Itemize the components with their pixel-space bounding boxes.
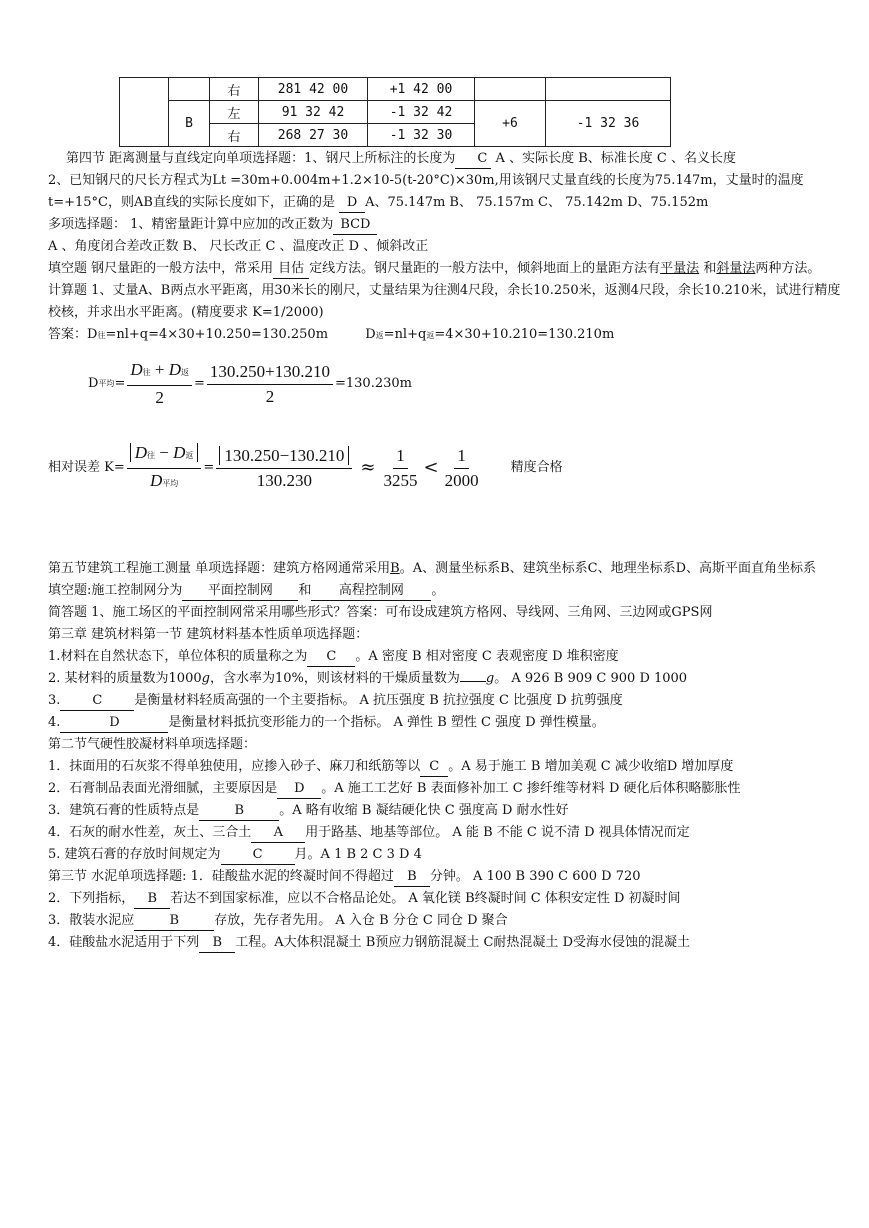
question-text: 1.材料在自然状态下，单位体积的质量称之为 xyxy=(48,649,308,664)
s3-q2 xyxy=(48,888,848,910)
options: 。A 施工工艺好 B 表面修补加工 C 掺纤维等材料 D 硬化后体积略膨胀性 xyxy=(321,781,741,796)
index-cell-empty xyxy=(475,78,546,101)
options: 用于路基、地基等部位。 A 能 B 不能 C 说不清 D 视具体情况而定 xyxy=(305,825,690,840)
s3-q1 xyxy=(48,866,848,888)
options: 工程。A大体积混凝土 B预应力钢筋混凝土 C耐热混凝土 D受海水侵蚀的混凝土 xyxy=(235,935,690,950)
s4-multi xyxy=(48,214,848,236)
subscript: 返 xyxy=(426,331,435,340)
s4-heading: 第四节 距离测量与直线定向单项选择题：1、钢尺上所标注的长度为 xyxy=(66,151,456,166)
options: 是衡量材料轻质高强的一个主要指标。 A 抗压强度 B 抗拉强度 C 比强度 D 抗剪强度 xyxy=(134,693,623,708)
diff-cell: -1 32 30 xyxy=(368,124,475,147)
ch3-q3 xyxy=(48,690,848,712)
question-text: 2. 某材料的质量数为1000 xyxy=(48,671,202,686)
fraction xyxy=(445,444,479,493)
denominator: 130.230 xyxy=(256,470,312,490)
face-cell: 左 xyxy=(210,101,259,124)
formula-label: 相对误差 K= xyxy=(48,460,125,475)
ch3-q1 xyxy=(48,646,848,668)
options: 分钟。 A 100 B 390 C 600 D 720 xyxy=(429,869,641,884)
s2-q2 xyxy=(48,778,848,800)
s3-q3 xyxy=(48,910,848,932)
options: 。A 易于施工 B 增加美观 C 减少收缩D 增加厚度 xyxy=(448,759,734,774)
options: 。A 密度 B 相对密度 C 表观密度 D 堆积密度 xyxy=(355,649,619,664)
fill-text: 填空题 钢尺量距的一般方法中，常采用 xyxy=(48,261,274,276)
fraction: $\frac{\text{D往 − D返}}{\text{D平均}}$ xyxy=(127,441,202,496)
question-text: 第五节建筑工程施工测量 单项选择题：建筑方格网通常采用 xyxy=(48,561,391,576)
fill-text: 填空题:施工控制网分为 xyxy=(48,583,183,598)
formula-label: D xyxy=(88,376,99,391)
question-text: 3．散装水泥应 xyxy=(48,913,135,928)
fraction: $\frac{\text{D往 + D返}}{2}$ xyxy=(127,358,192,410)
answer-blank: 平量法 xyxy=(660,261,700,276)
angle-cell: 268 27 30 xyxy=(259,124,368,147)
answer-blank: D xyxy=(339,194,365,213)
fraction xyxy=(216,444,352,493)
denominator: 2000 xyxy=(444,470,479,490)
s2-q4 xyxy=(48,822,848,844)
question-text: 5. 建筑石膏的存放时间规定为 xyxy=(48,847,221,862)
numerator: 130.250−130.210 xyxy=(219,446,349,465)
answer-blank: B xyxy=(134,912,214,931)
fill-text: 和 xyxy=(703,261,717,276)
unit: g xyxy=(201,671,210,686)
ch3-q4 xyxy=(48,712,848,734)
section-4 xyxy=(48,148,848,501)
question-text: 3. xyxy=(48,693,61,708)
var: D xyxy=(168,360,181,379)
observation-table xyxy=(119,77,671,147)
s2-q5 xyxy=(48,844,848,866)
question-text: 第三节 水泥单项选择题: 1．硅酸盐水泥的终凝时间不得超过 xyxy=(48,869,394,884)
section-5 xyxy=(48,558,848,954)
options: 若达不到国家标准，应以不合格品论处。 A 氧化镁 B终凝时间 C 体积安定性 D 初凝时间 xyxy=(170,891,681,906)
denominator: 3255 xyxy=(383,470,418,490)
answer-blank: 高程控制网 xyxy=(311,582,431,601)
fraction xyxy=(207,360,333,409)
answer-label: 答案：D xyxy=(48,327,98,342)
answer-blank: B xyxy=(390,561,400,576)
answer-blank: 目估 xyxy=(273,260,309,279)
denominator: 2 xyxy=(155,388,164,407)
answer-blank: 平面控制网 xyxy=(182,582,298,601)
answer-blank xyxy=(460,681,486,682)
subscript: 返 xyxy=(181,368,189,377)
question-text: 1．抹面用的石灰浆不得单独使用，应掺入砂子、麻刀和纸筋等以 xyxy=(48,759,421,774)
options: 存放，先存者先用。 A 入仓 B 分仓 C 同仓 D 聚合 xyxy=(214,913,508,928)
question-text: 4．硅酸盐水泥适用于下列 xyxy=(48,935,200,950)
s5-fill xyxy=(48,580,848,602)
var: D xyxy=(130,360,143,379)
var: D xyxy=(134,442,148,462)
ch3-q2 xyxy=(48,668,848,690)
diff-cell: +1 42 00 xyxy=(368,78,475,101)
answer-blank: A xyxy=(251,824,305,843)
question-text: 4．石灰的耐水性差，灰土、三合土 xyxy=(48,825,252,840)
formula-average: D 平均 = $\frac{\text{D往 + D返}}{2}$ = $\frac{130.250+130.210}{2}$ =130.230m xyxy=(48,351,848,417)
options: A、75.147m B、 75.157m C、 75.142m D、75.152m xyxy=(365,195,709,210)
question-text: 2、已知钢尺的尺长方程式为Lt =30m+0.004m+1.2×10-5(t-20°C)×30m,用该钢尺丈量直线的长度为75.147m，丈量时的温度 t=+15°C，则AB直线的实际长度如下，正确的是 xyxy=(48,173,804,210)
options: A 、实际长度 B、标准长度 C 、名义长度 xyxy=(495,151,736,166)
subscript: 往 xyxy=(147,450,156,460)
options: 。 A 926 B 909 C 900 D 1000 xyxy=(494,671,688,686)
angle-cell: 281 42 00 xyxy=(259,78,368,101)
var: D xyxy=(149,470,163,490)
s2-heading: 第二节气硬性胶凝材料单项选择题： xyxy=(48,737,257,752)
target-cell-empty xyxy=(169,78,210,101)
vertical-angle-cell: -1 32 36 xyxy=(546,101,671,147)
equation: =4×30+10.210=130.210m xyxy=(434,327,615,342)
target-cell: B xyxy=(169,101,210,147)
question-text: 4. xyxy=(48,715,61,730)
formula-result: =130.230m xyxy=(335,376,412,391)
options: 。A 略有收缩 B 凝结硬化快 C 强度高 D 耐水性好 xyxy=(279,803,569,818)
options: 。A、测量坐标系B、建筑坐标系C、地理坐标系D、高斯平面直角坐标系 xyxy=(399,561,817,576)
fill-text: 两种方法。 xyxy=(755,261,821,276)
fill-text: 和 xyxy=(298,583,312,598)
question-text: 多项选择题： 1、精密量距计算中应加的改正数为 xyxy=(48,217,334,232)
s5-q1 xyxy=(48,558,848,580)
numerator: 1 xyxy=(454,444,469,469)
formula-relative-error: 相对误差 K= $\frac{\text{D往 − D返}}{\text{D平均}}$ = $\frac{130.250-130.210}{130.230}$ ≈ $\frac{1}{3255}$ < $\frac{1}{2000}$ 精度合格 xyxy=(48,435,848,501)
equation: =nl+q=4×30+10.250=130.250m xyxy=(105,327,329,342)
s4-fill xyxy=(48,258,848,280)
answer-blank: B xyxy=(134,890,170,909)
answer-blank: C xyxy=(420,758,448,777)
answer-blank: BCD xyxy=(333,216,377,235)
options: 月。A 1 B 2 C 3 D 4 xyxy=(294,847,422,862)
s3-q4 xyxy=(48,932,848,954)
diff-cell: -1 32 42 xyxy=(368,101,475,124)
vangle-cell-empty xyxy=(546,78,671,101)
answer-blank: C xyxy=(307,648,355,667)
s5-short: 简答题 1、施工场区的平面控制网常采用哪些形式？答案：可布设成建筑方格网、导线网、三角网、三边网或GPS网 xyxy=(48,605,713,620)
unit: g xyxy=(485,671,495,686)
s4-q1 xyxy=(48,148,848,170)
station-cell xyxy=(120,78,169,147)
subscript: 返 xyxy=(375,331,384,340)
question-text: 2．石膏制品表面光滑细腻，主要原因是 xyxy=(48,781,278,796)
question-text: ，含水率为10%，则该材料的干燥质量数为 xyxy=(209,671,460,686)
s2-q1 xyxy=(48,756,848,778)
fill-text: 定线方法。钢尺量距的一般方法中，倾斜地面上的量距方法有 xyxy=(309,261,661,276)
question-text: 2．下列指标， xyxy=(48,891,135,906)
s4-answer xyxy=(48,324,848,347)
options: 是衡量材料抵抗变形能力的一个指标。 A 弹性 B 塑性 C 强度 D 弹性模量。 xyxy=(168,715,605,730)
equation: D xyxy=(365,327,376,342)
subscript: 平均 xyxy=(98,379,115,388)
denominator: 2 xyxy=(265,386,275,406)
answer-blank: 斜量法 xyxy=(716,261,756,276)
fill-text: 。 xyxy=(431,583,445,598)
answer-blank: C xyxy=(60,692,134,711)
numerator: 130.250+130.210 xyxy=(207,360,333,385)
angle-cell: 91 32 42 xyxy=(259,101,368,124)
var: D xyxy=(173,442,186,462)
subscript: 平均 xyxy=(162,478,179,488)
verdict: 精度合格 xyxy=(510,460,563,475)
answer-blank: C xyxy=(221,846,295,865)
answer-blank: D xyxy=(277,780,321,799)
answer-blank: B xyxy=(394,868,430,887)
ch3-heading: 第三章 建筑材料第一节 建筑材料基本性质单项选择题： xyxy=(48,627,369,642)
s4-multi-options: A 、角度闭合差改正数 B、 尺长改正 C 、温度改正 D 、倾斜改正 xyxy=(48,239,429,254)
answer-blank: D xyxy=(60,714,168,733)
s4-q2 xyxy=(48,170,848,214)
face-cell: 右 xyxy=(210,124,259,147)
equation: =nl+q xyxy=(383,327,427,342)
answer-blank: C xyxy=(455,150,491,169)
numerator: 1 xyxy=(393,444,408,469)
index-error-cell: +6 xyxy=(475,101,546,147)
s4-calc: 计算题 1、丈量A、B两点水平距离，用30米长的刚尺，丈量结果为往测4尺段，余长10.250米，返测4尺段，余长10.210米，试进行精度校核，并求出水平距离。(精度要求 K=1/2000) xyxy=(48,283,841,320)
s2-q3 xyxy=(48,800,848,822)
subscript: 往 xyxy=(97,331,106,340)
answer-blank: B xyxy=(199,802,279,821)
subscript: 返 xyxy=(185,450,194,460)
face-cell: 右 xyxy=(210,78,259,101)
fraction xyxy=(384,444,418,493)
question-text: 3．建筑石膏的性质特点是 xyxy=(48,803,200,818)
answer-blank: B xyxy=(199,934,235,953)
subscript: 往 xyxy=(142,368,151,377)
